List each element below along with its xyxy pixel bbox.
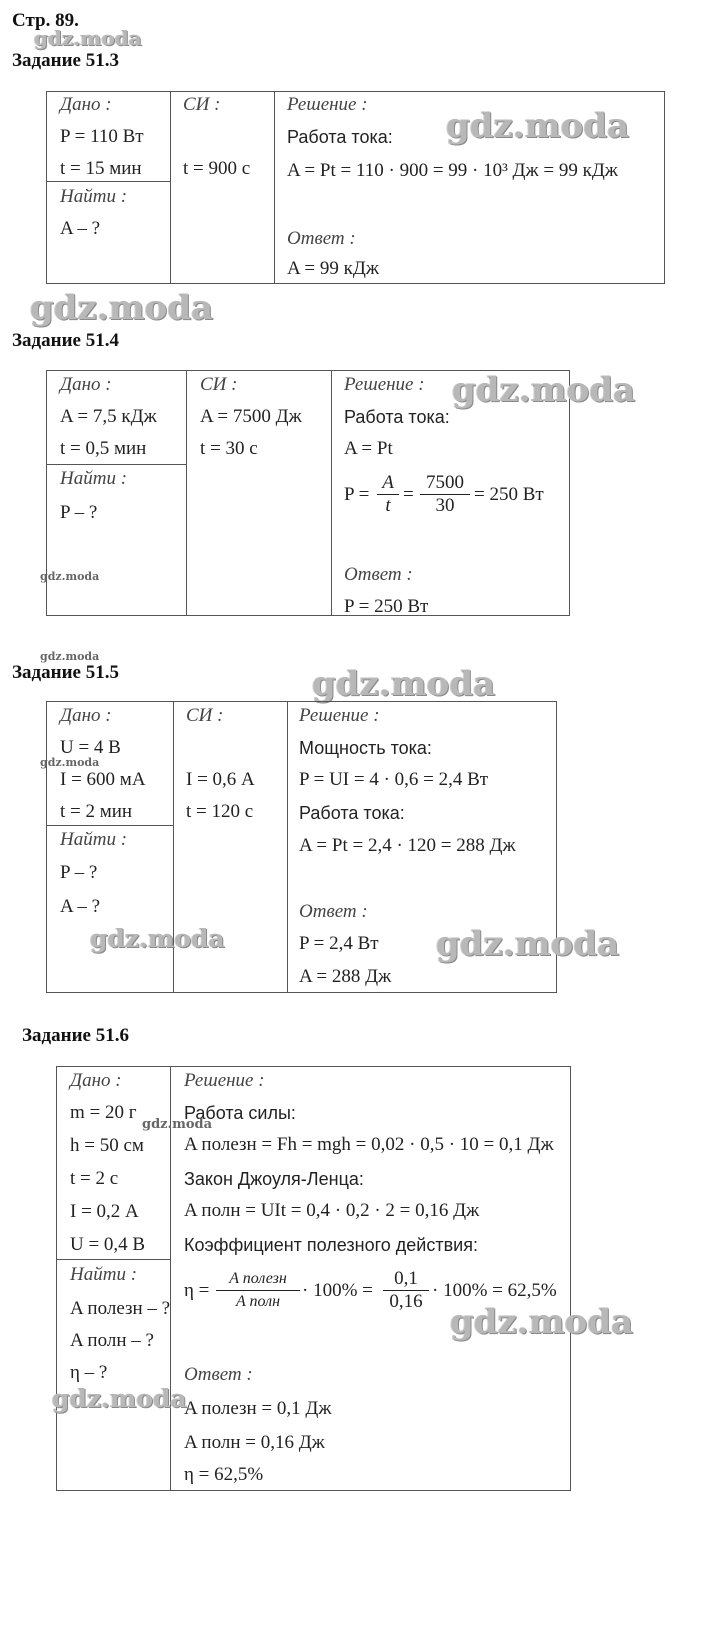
formula-rhs: = 250 Вт xyxy=(474,484,544,505)
fraction-denominator: t xyxy=(385,495,391,516)
solution-line: A = Pt xyxy=(344,438,393,459)
watermark: gdz.moda xyxy=(34,26,142,50)
fraction-a-polezn-over-a-poln xyxy=(216,1268,300,1313)
fraction-a-over-t xyxy=(377,472,399,517)
si-line: A = 7500 Дж xyxy=(200,406,302,427)
otvet-label: Ответ : xyxy=(287,228,356,249)
eff-lhs: η = xyxy=(184,1280,210,1301)
solution-line: Работа тока: xyxy=(344,407,450,427)
dano-label: Дано : xyxy=(60,705,112,726)
given-line: P = 110 Вт xyxy=(60,126,144,147)
otvet-label: Ответ : xyxy=(299,901,368,922)
answer-line: A = 99 кДж xyxy=(287,258,379,279)
dano-label: Дано : xyxy=(60,94,112,115)
watermark: gdz.moda xyxy=(312,664,496,704)
watermark: gdz.moda xyxy=(450,1302,634,1342)
watermark: gdz.moda xyxy=(40,650,100,663)
fraction-7500-over-30 xyxy=(420,472,470,517)
answer-line: η = 62,5% xyxy=(184,1464,264,1485)
si-line: t = 900 с xyxy=(183,158,251,179)
given-line: t = 2 мин xyxy=(60,801,133,822)
solution-line: A = Pt = 110 · 900 = 99 · 10³ Дж = 99 кДж xyxy=(287,160,618,181)
divider xyxy=(274,91,275,284)
given-line: t = 0,5 мин xyxy=(60,438,147,459)
given-line: U = 4 В xyxy=(60,737,121,758)
naiti-label: Найти : xyxy=(70,1264,138,1285)
watermark: gdz.moda xyxy=(30,288,214,328)
si-line: I = 0,6 А xyxy=(186,769,255,790)
answer-line: P = 2,4 Вт xyxy=(299,933,379,954)
answer-line: A полезн = 0,1 Дж xyxy=(184,1398,332,1419)
formula-lhs: P = xyxy=(344,484,370,505)
given-line: I = 600 мА xyxy=(60,769,146,790)
si-label: СИ : xyxy=(183,94,221,115)
watermark: gdz.moda xyxy=(452,370,636,410)
watermark: gdz.moda xyxy=(142,1117,213,1132)
find-line: A полезн – ? xyxy=(70,1298,171,1319)
page-title: Стр. 89. xyxy=(12,10,79,31)
find-line: P – ? xyxy=(60,502,98,523)
task-title-51-4: Задание 51.4 xyxy=(12,330,119,351)
given-line: m = 20 г xyxy=(70,1102,137,1123)
watermark: gdz.moda xyxy=(40,756,100,769)
given-line: h = 50 см xyxy=(70,1135,144,1156)
given-line: I = 0,2 А xyxy=(70,1201,139,1222)
otvet-label: Ответ : xyxy=(184,1364,253,1385)
naiti-label: Найти : xyxy=(60,468,128,489)
solution-line: A = Pt = 2,4 · 120 = 288 Дж xyxy=(299,835,516,856)
fraction-numerator: A полезн xyxy=(216,1268,300,1291)
formula-eq: = xyxy=(403,484,414,505)
answer-line: A полн = 0,16 Дж xyxy=(184,1432,325,1453)
solution-line: Мощность тока: xyxy=(299,738,432,758)
given-line: t = 2 с xyxy=(70,1168,119,1189)
watermark: gdz.moda xyxy=(446,106,630,146)
task-title-51-5: Задание 51.5 xyxy=(12,662,119,683)
divider xyxy=(46,181,170,182)
fraction-denominator: 30 xyxy=(435,495,455,516)
find-line: A – ? xyxy=(60,218,101,239)
watermark: gdz.moda xyxy=(40,570,100,583)
naiti-label: Найти : xyxy=(60,829,128,850)
si-line: t = 120 с xyxy=(186,801,254,822)
find-line: η – ? xyxy=(70,1362,108,1383)
divider xyxy=(186,370,187,616)
find-line: A полн – ? xyxy=(70,1330,154,1351)
divider xyxy=(287,701,288,993)
otvet-label: Ответ : xyxy=(344,564,413,585)
solution-line: Работа силы: xyxy=(184,1103,296,1123)
given-line: U = 0,4 В xyxy=(70,1234,146,1255)
solution-line: Коэффициент полезного действия: xyxy=(184,1235,478,1255)
dano-label: Дано : xyxy=(60,374,112,395)
fraction-numerator: 0,1 xyxy=(383,1268,429,1291)
divider xyxy=(331,370,332,616)
fraction-denominator: 0,16 xyxy=(389,1291,423,1312)
solution-line: A полезн = Fh = mgh = 0,02 · 0,5 · 10 = 0,1 Дж xyxy=(184,1134,554,1155)
reshenie-label: Решение : xyxy=(287,94,368,115)
answer-line: P = 250 Вт xyxy=(344,596,429,617)
si-line: t = 30 с xyxy=(200,438,258,459)
find-line: A – ? xyxy=(60,896,101,917)
task-title-51-3: Задание 51.3 xyxy=(12,50,119,71)
fraction-01-over-016 xyxy=(383,1268,429,1313)
watermark: gdz.moda xyxy=(90,924,225,953)
si-label: СИ : xyxy=(186,705,224,726)
solution-line: Работа тока: xyxy=(287,127,393,147)
fraction-numerator: 7500 xyxy=(420,472,470,495)
solution-line: A полн = UIt = 0,4 · 0,2 · 2 = 0,16 Дж xyxy=(184,1200,480,1221)
si-label: СИ : xyxy=(200,374,238,395)
find-line: P – ? xyxy=(60,862,98,883)
divider xyxy=(170,91,171,284)
watermark: gdz.moda xyxy=(52,1384,187,1413)
eff-mid: · 100% = xyxy=(302,1280,373,1301)
reshenie-label: Решение : xyxy=(299,705,380,726)
divider xyxy=(46,464,186,465)
dano-label: Дано : xyxy=(70,1070,122,1091)
fraction-numerator: A xyxy=(377,472,399,495)
solution-line: P = UI = 4 · 0,6 = 2,4 Вт xyxy=(299,769,489,790)
solution-line: Закон Джоуля-Ленца: xyxy=(184,1169,364,1189)
solution-line: Работа тока: xyxy=(299,803,405,823)
answer-line: A = 288 Дж xyxy=(299,966,392,987)
eff-rhs: · 100% = 62,5% xyxy=(432,1280,557,1301)
divider xyxy=(46,825,173,826)
reshenie-label: Решение : xyxy=(344,374,425,395)
task-title-51-6: Задание 51.6 xyxy=(22,1025,129,1046)
naiti-label: Найти : xyxy=(60,186,128,207)
watermark: gdz.moda xyxy=(436,924,620,964)
given-line: t = 15 мин xyxy=(60,158,142,179)
fraction-denominator: A полн xyxy=(236,1293,280,1310)
reshenie-label: Решение : xyxy=(184,1070,265,1091)
given-line: A = 7,5 кДж xyxy=(60,406,157,427)
divider xyxy=(56,1259,170,1260)
